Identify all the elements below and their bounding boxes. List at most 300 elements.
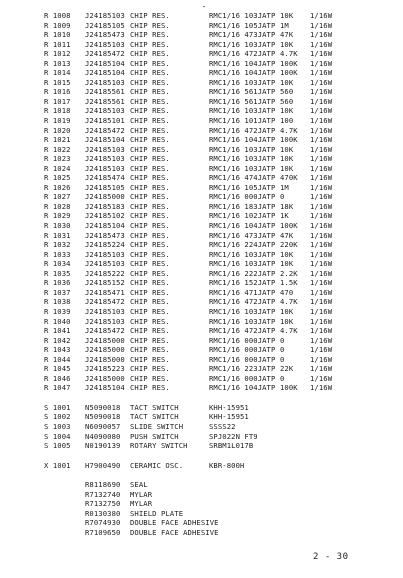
table-row	[44, 211, 340, 221]
table-row	[44, 145, 340, 155]
specification: RMC1/16 103JATP	[209, 106, 276, 116]
specification: RMC1/16 105JATP	[209, 20, 276, 30]
value: 470	[280, 287, 294, 297]
value: 10K	[280, 39, 294, 49]
wattage: 1/16W	[310, 364, 333, 374]
table-row	[44, 528, 340, 538]
wattage: 1/16W	[310, 192, 333, 202]
section-gap	[44, 451, 340, 461]
wattage: 1/16W	[310, 230, 333, 240]
value: 100K	[280, 383, 298, 393]
switch-section	[44, 403, 340, 451]
ref-designator: R 1037	[44, 287, 71, 297]
ref-designator: X 1001	[44, 460, 71, 470]
ref-designator: R 1023	[44, 154, 71, 164]
table-row	[44, 49, 340, 59]
description: SEAL	[130, 480, 148, 490]
specification: RMC1/16 472JATP	[209, 326, 276, 336]
value: 18K	[280, 201, 294, 211]
ref-designator: R 1016	[44, 87, 71, 97]
part-number: J24185104	[85, 135, 125, 145]
part-number: J24185152	[85, 278, 125, 288]
table-row	[44, 326, 340, 336]
value: 4.7K	[280, 297, 298, 307]
ref-designator: R 1045	[44, 364, 71, 374]
specification: RMC1/16 000JATP	[209, 345, 276, 355]
part-number: J24185183	[85, 201, 125, 211]
ref-designator: R 1014	[44, 68, 71, 78]
description: CHIP RES.	[130, 154, 170, 164]
value: 560	[280, 96, 294, 106]
description: CHIP RES.	[130, 373, 170, 383]
description: CHIP RES.	[130, 383, 170, 393]
wattage: 1/16W	[310, 144, 333, 154]
table-row	[44, 288, 340, 298]
description: CHIP RES.	[130, 297, 170, 307]
description: CHIP RES.	[130, 221, 170, 231]
ref-designator: R 1027	[44, 192, 71, 202]
wattage: 1/16W	[310, 297, 333, 307]
ref-designator: R 1041	[44, 326, 71, 336]
part-number: N0190139	[85, 441, 121, 451]
section-gap	[44, 393, 340, 403]
misc-section	[44, 480, 340, 537]
table-row	[44, 21, 340, 31]
part-number: J24185104	[85, 58, 125, 68]
value: 100K	[280, 58, 298, 68]
table-row	[44, 250, 340, 260]
ref-designator: S 1003	[44, 421, 71, 431]
part-number: N4090080	[85, 431, 121, 441]
value: 4.7K	[280, 326, 298, 336]
table-row	[44, 259, 340, 269]
specification: RMC1/16 102JATP	[209, 211, 276, 221]
specification: RMC1/16 000JATP	[209, 373, 276, 383]
table-row	[44, 269, 340, 279]
value: 10K	[280, 144, 294, 154]
part-number: J24185105	[85, 182, 125, 192]
value: 1.5K	[280, 278, 298, 288]
description: DOUBLE FACE ADHESIVE	[130, 518, 219, 528]
description: MYLAR	[130, 499, 153, 509]
value: 100	[280, 116, 294, 126]
value: 47K	[280, 30, 294, 40]
ref-designator: R 1015	[44, 77, 71, 87]
ref-designator: R 1020	[44, 125, 71, 135]
part-number: J24185103	[85, 249, 125, 259]
ref-designator: R 1036	[44, 278, 71, 288]
table-row	[44, 297, 340, 307]
table-row	[44, 432, 340, 442]
table-row	[44, 231, 340, 241]
wattage: 1/16W	[310, 278, 333, 288]
value: 100K	[280, 135, 298, 145]
wattage: 1/16W	[310, 249, 333, 259]
description: CHIP RES.	[130, 173, 170, 183]
value: 1K	[280, 211, 289, 221]
part-number: J24185561	[85, 87, 125, 97]
table-row	[44, 97, 340, 107]
description: CHIP RES.	[130, 201, 170, 211]
part-number: N5090018	[85, 402, 121, 412]
ref-designator: R 1024	[44, 163, 71, 173]
ref-designator	[44, 490, 85, 500]
description: CHIP RES.	[130, 39, 170, 49]
description: ROTARY SWITCH	[130, 441, 188, 451]
description: CHIP RES.	[130, 240, 170, 250]
wattage: 1/16W	[310, 345, 333, 355]
specification: RMC1/16 561JATP	[209, 96, 276, 106]
part-number: N5090018	[85, 412, 121, 422]
wattage: 1/16W	[310, 39, 333, 49]
wattage: 1/16W	[310, 77, 333, 87]
table-row	[44, 183, 340, 193]
value: 10K	[280, 259, 294, 269]
ref-designator: R 1032	[44, 240, 71, 250]
description: CHIP RES.	[130, 335, 170, 345]
wattage: 1/16W	[310, 221, 333, 231]
value: 1M	[280, 182, 289, 192]
specification: RMC1/16 471JATP	[209, 287, 276, 297]
value: 100K	[280, 221, 298, 231]
value: 10K	[280, 316, 294, 326]
ref-designator: S 1005	[44, 441, 71, 451]
ref-designator: R 1011	[44, 39, 71, 49]
description: CHIP RES.	[130, 230, 170, 240]
wattage: 1/16W	[310, 68, 333, 78]
table-row	[44, 317, 340, 327]
part-number: J24185472	[85, 297, 125, 307]
specification: RMC1/16 103JATP	[209, 163, 276, 173]
page-number: 2 - 30	[313, 552, 349, 562]
table-row	[44, 126, 340, 136]
specification: RMC1/16 103JATP	[209, 249, 276, 259]
wattage: 1/16W	[310, 383, 333, 393]
ref-designator: R 1044	[44, 354, 71, 364]
description: CHIP RES.	[130, 77, 170, 87]
part-number: J24185103	[85, 163, 125, 173]
part-number: J24185103	[85, 144, 125, 154]
part-number: J24185473	[85, 230, 125, 240]
table-row	[44, 78, 340, 88]
wattage: 1/16W	[310, 87, 333, 97]
value: 0	[280, 373, 285, 383]
table-row	[44, 490, 340, 500]
ref-designator: R 1038	[44, 297, 71, 307]
ref-designator	[44, 528, 85, 538]
ref-designator	[44, 509, 85, 519]
specification: SRBM1L017B	[209, 441, 254, 451]
value: 470K	[280, 173, 298, 183]
specification: RMC1/16 104JATP	[209, 68, 276, 78]
part-number: J24185473	[85, 30, 125, 40]
part-number: J24185103	[85, 77, 125, 87]
value: 2.2K	[280, 268, 298, 278]
description: CHIP RES.	[130, 306, 170, 316]
ref-designator	[44, 499, 85, 509]
specification: RMC1/16 101JATP	[209, 116, 276, 126]
value: 10K	[280, 77, 294, 87]
description: CHIP RES.	[130, 182, 170, 192]
wattage: 1/16W	[310, 316, 333, 326]
wattage: 1/16W	[310, 201, 333, 211]
ref-designator: R 1012	[44, 49, 71, 59]
table-row	[44, 240, 340, 250]
specification: RMC1/16 103JATP	[209, 306, 276, 316]
table-row	[44, 164, 340, 174]
part-number: J24185101	[85, 116, 125, 126]
table-row	[44, 509, 340, 519]
table-row	[44, 135, 340, 145]
wattage: 1/16W	[310, 58, 333, 68]
value: 1M	[280, 20, 289, 30]
wattage: 1/16W	[310, 182, 333, 192]
specification: RMC1/16 104JATP	[209, 383, 276, 393]
wattage: 1/16W	[310, 116, 333, 126]
table-row	[44, 355, 340, 365]
value: 220K	[280, 240, 298, 250]
table-row	[44, 499, 340, 509]
part-number: J24185000	[85, 373, 125, 383]
value: 0	[280, 354, 285, 364]
wattage: 1/16W	[310, 154, 333, 164]
specification: RMC1/16 104JATP	[209, 221, 276, 231]
specification: RMC1/16 472JATP	[209, 49, 276, 59]
part-number: R0130380	[85, 508, 121, 518]
specification: SPJ022N FT9	[209, 431, 258, 441]
specification: RMC1/16 472JATP	[209, 125, 276, 135]
table-row	[44, 116, 340, 126]
description: CHIP RES.	[130, 192, 170, 202]
part-number: J24185105	[85, 20, 125, 30]
ref-designator: S 1004	[44, 431, 71, 441]
ref-designator: R 1039	[44, 306, 71, 316]
ref-designator: R 1047	[44, 383, 71, 393]
value: 10K	[280, 163, 294, 173]
part-number: J24185104	[85, 68, 125, 78]
part-number: J24185104	[85, 383, 125, 393]
description: CHIP RES.	[130, 211, 170, 221]
part-number: J24185103	[85, 39, 125, 49]
wattage: 1/16W	[310, 268, 333, 278]
description: CHIP RES.	[130, 30, 170, 40]
part-number: J24185472	[85, 49, 125, 59]
wattage: 1/16W	[310, 373, 333, 383]
ref-designator: R 1034	[44, 259, 71, 269]
description: CHIP RES.	[130, 326, 170, 336]
wattage: 1/16W	[310, 20, 333, 30]
ref-designator: R 1028	[44, 201, 71, 211]
ref-designator	[44, 480, 85, 490]
wattage: 1/16W	[310, 240, 333, 250]
part-number: R7109650	[85, 527, 121, 537]
ref-designator: R 1013	[44, 58, 71, 68]
specification: RMC1/16 103JATP	[209, 316, 276, 326]
table-row	[44, 59, 340, 69]
description: CHIP RES.	[130, 345, 170, 355]
part-number: J24185223	[85, 364, 125, 374]
ref-designator: S 1002	[44, 412, 71, 422]
part-number: J24185561	[85, 96, 125, 106]
description: SLIDE SWITCH	[130, 421, 184, 431]
part-number: N6090057	[85, 421, 121, 431]
description: CHIP RES.	[130, 287, 170, 297]
specification: RMC1/16 104JATP	[209, 58, 276, 68]
table-row	[44, 412, 340, 422]
oscillator-section	[44, 461, 340, 471]
description: CHIP RES.	[130, 106, 170, 116]
description: CHIP RES.	[130, 249, 170, 259]
wattage: 1/16W	[310, 173, 333, 183]
ref-designator: R 1026	[44, 182, 71, 192]
specification: RMC1/16 103JATP	[209, 39, 276, 49]
ref-designator: R 1043	[44, 345, 71, 355]
ref-designator: R 1018	[44, 106, 71, 116]
wattage: 1/16W	[310, 96, 333, 106]
description: TACT SWITCH	[130, 412, 179, 422]
part-number: J24185472	[85, 125, 125, 135]
value: 100K	[280, 68, 298, 78]
table-row	[44, 173, 340, 183]
value: 10K	[280, 306, 294, 316]
part-number: J24185224	[85, 240, 125, 250]
description: CHIP RES.	[130, 58, 170, 68]
ref-designator: R 1010	[44, 30, 71, 40]
part-number: J24185000	[85, 335, 125, 345]
wattage: 1/16W	[310, 211, 333, 221]
description: CHIP RES.	[130, 87, 170, 97]
value: 10K	[280, 154, 294, 164]
specification: RMC1/16 103JATP	[209, 154, 276, 164]
specification: RMC1/16 473JATP	[209, 30, 276, 40]
scan-speck	[203, 6, 205, 7]
part-number: J24185471	[85, 287, 125, 297]
table-row	[44, 202, 340, 212]
part-number: R7074930	[85, 518, 121, 528]
description: CHIP RES.	[130, 68, 170, 78]
description: PUSH SWITCH	[130, 431, 179, 441]
part-number: J24185102	[85, 211, 125, 221]
description: MYLAR	[130, 489, 153, 499]
part-number: J24185103	[85, 11, 125, 20]
specification: RMC1/16 224JATP	[209, 240, 276, 250]
wattage: 1/16W	[310, 306, 333, 316]
ref-designator: R 1017	[44, 96, 71, 106]
value: 0	[280, 345, 285, 355]
parts-table	[44, 11, 340, 537]
description: CHIP RES.	[130, 354, 170, 364]
description: SHIELD PLATE	[130, 508, 184, 518]
ref-designator: R 1021	[44, 135, 71, 145]
part-number: J24185103	[85, 316, 125, 326]
wattage: 1/16W	[310, 106, 333, 116]
wattage: 1/16W	[310, 259, 333, 269]
description: CHIP RES.	[130, 20, 170, 30]
description: CHIP RES.	[130, 11, 170, 20]
description: CHIP RES.	[130, 116, 170, 126]
table-row	[44, 11, 340, 21]
section-gap	[44, 470, 340, 480]
table-row	[44, 345, 340, 355]
table-row	[44, 374, 340, 384]
table-row	[44, 40, 340, 50]
table-row	[44, 403, 340, 413]
value: 4.7K	[280, 49, 298, 59]
ref-designator: R 1033	[44, 249, 71, 259]
table-row	[44, 461, 340, 471]
ref-designator: R 1022	[44, 144, 71, 154]
table-row	[44, 30, 340, 40]
value: 560	[280, 87, 294, 97]
specification: RMC1/16 103JATP	[209, 11, 276, 20]
wattage: 1/16W	[310, 287, 333, 297]
part-number: J24185000	[85, 192, 125, 202]
specification: RMC1/16 104JATP	[209, 135, 276, 145]
table-row	[44, 278, 340, 288]
specification: RMC1/16 000JATP	[209, 335, 276, 345]
specification: RMC1/16 222JATP	[209, 268, 276, 278]
specification: RMC1/16 105JATP	[209, 182, 276, 192]
part-number: R7132750	[85, 499, 121, 509]
wattage: 1/16W	[310, 30, 333, 40]
specification: RMC1/16 561JATP	[209, 87, 276, 97]
table-row	[44, 422, 340, 432]
value: 47K	[280, 230, 294, 240]
description: CHIP RES.	[130, 96, 170, 106]
part-number: H7900490	[85, 460, 121, 470]
specification: KHH-15951	[209, 412, 249, 422]
value: 10K	[280, 249, 294, 259]
specification: RMC1/16 103JATP	[209, 144, 276, 154]
value: 0	[280, 192, 285, 202]
ref-designator: S 1001	[44, 402, 71, 412]
ref-designator: R 1025	[44, 173, 71, 183]
wattage: 1/16W	[310, 163, 333, 173]
table-row	[44, 87, 340, 97]
wattage: 1/16W	[310, 135, 333, 145]
part-number: J24185472	[85, 326, 125, 336]
specification: RMC1/16 103JATP	[209, 77, 276, 87]
description: CHIP RES.	[130, 49, 170, 59]
specification: KHH-15951	[209, 402, 249, 412]
specification: RMC1/16 000JATP	[209, 354, 276, 364]
table-row	[44, 307, 340, 317]
ref-designator: R 1042	[44, 335, 71, 345]
specification: RMC1/16 183JATP	[209, 201, 276, 211]
description: CHIP RES.	[130, 144, 170, 154]
part-number: J24185000	[85, 354, 125, 364]
description: CHIP RES.	[130, 135, 170, 145]
part-number: J24185000	[85, 345, 125, 355]
value: 10K	[280, 11, 294, 20]
specification: RMC1/16 474JATP	[209, 173, 276, 183]
specification: RMC1/16 103JATP	[209, 259, 276, 269]
wattage: 1/16W	[310, 354, 333, 364]
description: CHIP RES.	[130, 278, 170, 288]
table-row	[44, 154, 340, 164]
part-number: J24185103	[85, 154, 125, 164]
wattage: 1/16W	[310, 49, 333, 59]
description: CHIP RES.	[130, 268, 170, 278]
value: 4.7K	[280, 125, 298, 135]
ref-designator: R 1029	[44, 211, 71, 221]
resistor-section	[44, 11, 340, 393]
description: CHIP RES.	[130, 316, 170, 326]
part-number: J24185104	[85, 221, 125, 231]
wattage: 1/16W	[310, 11, 333, 20]
description: CERAMIC OSC.	[130, 460, 184, 470]
ref-designator: R 1009	[44, 20, 71, 30]
